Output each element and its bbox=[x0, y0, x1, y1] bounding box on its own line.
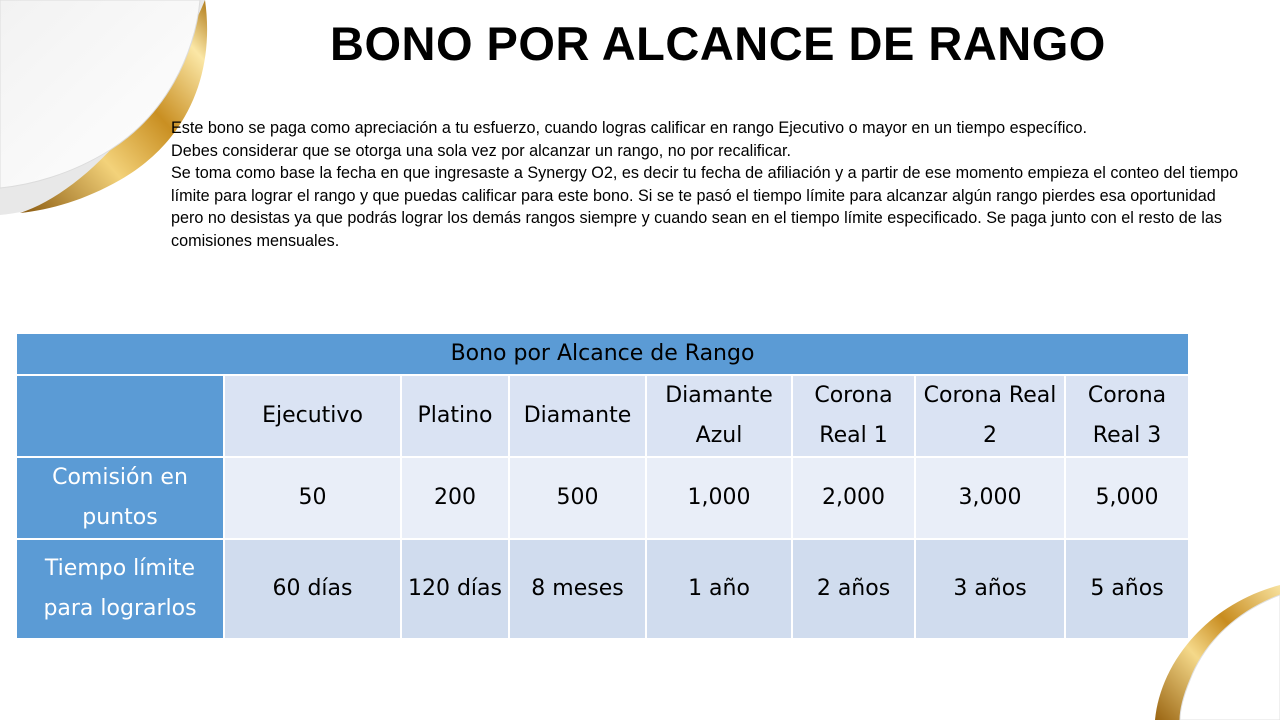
table-header: Bono por Alcance de Rango bbox=[16, 333, 1189, 375]
table-cell: 200 bbox=[401, 457, 509, 539]
table-cell: 1,000 bbox=[646, 457, 792, 539]
rank-corona-real-2: Corona Real 2 bbox=[915, 375, 1065, 457]
table-cell: 8 meses bbox=[509, 539, 646, 639]
rank-ejecutivo: Ejecutivo bbox=[224, 375, 401, 457]
table-cell: 5 años bbox=[1065, 539, 1189, 639]
paragraph: Se toma como base la fecha en que ingresaste a Synergy O2, es decir tu fecha de afiliación y a partir de ese momento empieza el conteo del tiempo límite para lograr el rango y que puedas calificar para este bono. Si se te pasó el tiempo límite para alcanzar algún rango pierdes esa oportunidad pero no desistas ya que podrás lograr los demás rangos siempre y cuando sean en el tiempo límite especificado. Se paga junto con el resto de las comisiones mensuales. bbox=[171, 164, 1239, 250]
table-cell: 5,000 bbox=[1065, 457, 1189, 539]
table-cell: 3 años bbox=[915, 539, 1065, 639]
rank-corona-real-3: Corona Real 3 bbox=[1065, 375, 1189, 457]
row-label-tiempo: Tiempo límite para lograrlos bbox=[16, 539, 224, 639]
corner-cell bbox=[16, 375, 224, 457]
table-cell: 3,000 bbox=[915, 457, 1065, 539]
rank-bonus-table bbox=[15, 332, 1190, 640]
table-cell: 120 días bbox=[401, 539, 509, 639]
table-header-row bbox=[16, 333, 1189, 375]
table-cell: 60 días bbox=[224, 539, 401, 639]
table-row bbox=[16, 457, 1189, 539]
description-text bbox=[171, 117, 1246, 252]
table-cell: 50 bbox=[224, 457, 401, 539]
table-cell: 1 año bbox=[646, 539, 792, 639]
rank-diamante: Diamante bbox=[509, 375, 646, 457]
row-label-comision: Comisión en puntos bbox=[16, 457, 224, 539]
rank-diamante-azul: Diamante Azul bbox=[646, 375, 792, 457]
table-cell: 2,000 bbox=[792, 457, 915, 539]
rank-corona-real-1: Corona Real 1 bbox=[792, 375, 915, 457]
table-cell: 500 bbox=[509, 457, 646, 539]
paragraph: Este bono se paga como apreciación a tu esfuerzo, cuando logras calificar en rango Ejecutivo o mayor en un tiempo específico. bbox=[171, 119, 1088, 137]
table-row bbox=[16, 539, 1189, 639]
rank-row bbox=[16, 375, 1189, 457]
page-title: BONO POR ALCANCE DE RANGO bbox=[330, 17, 1106, 70]
table-cell: 2 años bbox=[792, 539, 915, 639]
rank-platino: Platino bbox=[401, 375, 509, 457]
paragraph: Debes considerar que se otorga una sola vez por alcanzar un rango, no por recalificar. bbox=[171, 141, 791, 160]
